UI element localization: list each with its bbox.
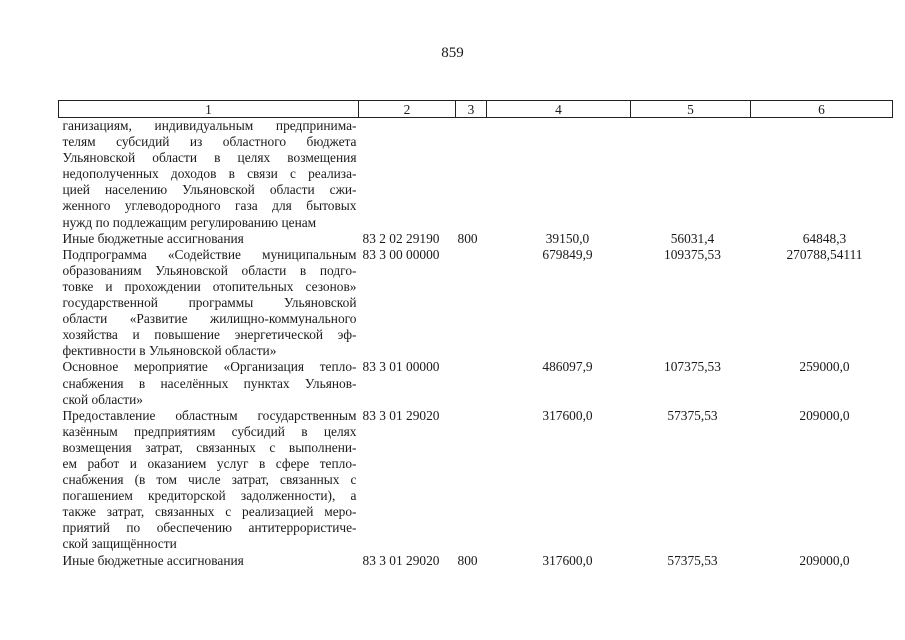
header-col-3: 3	[456, 101, 487, 118]
table-row	[59, 231, 893, 247]
table-row	[59, 359, 893, 407]
header-col-2: 2	[359, 101, 456, 118]
page-number: 859	[441, 45, 464, 61]
row-value-col-6: 64848,3	[802, 230, 847, 246]
row-name	[59, 553, 359, 569]
row-code: 83 3 01 29020	[362, 407, 440, 423]
row-name	[59, 408, 359, 553]
row-expense-type: 800	[457, 230, 478, 246]
row-name-line: недополученных доходов в связи с реализа-	[62, 166, 357, 182]
row-name-line: снабжения (в том числе затрат, связанных с	[62, 472, 357, 488]
row-name-line: приятий по обеспечению антитеррористиче-	[62, 520, 357, 536]
budget-table	[58, 100, 893, 569]
row-name-line: хозяйства и повышение энергетической эф-	[62, 327, 357, 343]
table-row	[59, 408, 893, 553]
row-name-line: ской защищённости	[62, 536, 177, 552]
row-code: 83 3 01 00000	[362, 359, 440, 375]
row-code: 83 3 01 29020	[362, 552, 440, 568]
row-name-line: образованиям Ульяновской области в подго-	[62, 262, 357, 278]
row-name-line: также затрат, связанных с реализацией меро-	[62, 504, 357, 520]
row-expense-type	[456, 359, 487, 407]
row-name-line: государственной программы Ульяновской	[62, 295, 357, 311]
row-name-line: области «Развитие жилищно-коммунального	[62, 311, 357, 327]
header-col-5: 5	[631, 101, 751, 118]
row-value-col-6: 259000,0	[799, 359, 850, 375]
row-name	[59, 359, 359, 407]
header-row	[59, 101, 893, 118]
row-name	[59, 231, 359, 247]
row-expense-type	[456, 247, 487, 360]
row-value-col-4: 486097,9	[542, 359, 593, 375]
row-value-col-4: 39150,0	[545, 230, 590, 246]
row-name-line: товке и прохождении отопительных сезонов»	[62, 278, 357, 294]
row-value-col-6: 209000,0	[799, 407, 850, 423]
row-name-line: снабжения в населённых пунктах Ульянов-	[62, 375, 357, 391]
row-name-line: цией населению Ульяновской области сжи-	[62, 182, 357, 198]
row-value-col-4	[487, 118, 631, 231]
row-value-col-5: 56031,4	[670, 230, 715, 246]
row-value-col-6	[751, 118, 893, 231]
row-value-col-5: 109375,53	[664, 246, 721, 262]
row-name-line: казённым предприятиям субсидий в целях	[62, 423, 357, 439]
row-value-col-6: 270788,54111	[786, 246, 863, 262]
row-expense-type	[456, 408, 487, 553]
table-row	[59, 118, 893, 231]
row-value-col-5: 57375,53	[667, 407, 718, 423]
row-name-line: Иные бюджетные ассигнования	[62, 552, 244, 568]
row-name-line: Ульяновской области в целях возмещения	[62, 150, 357, 166]
row-name-line: ем работ и оказанием услуг в сфере тепло-	[62, 455, 357, 471]
header-col-1: 1	[59, 101, 359, 118]
row-name-line: возмещения затрат, связанных с выполнени-	[62, 439, 357, 455]
table-body	[59, 118, 893, 569]
table-header	[59, 101, 893, 118]
table-row	[59, 247, 893, 360]
row-name-line: Основное мероприятие «Организация тепло-	[62, 359, 357, 375]
row-value-col-5	[631, 118, 751, 231]
row-code: 83 2 02 29190	[362, 230, 440, 246]
row-expense-type	[456, 118, 487, 231]
row-expense-type: 800	[457, 552, 478, 568]
row-code	[359, 118, 456, 231]
row-name-line: Подпрограмма «Содействие муниципальным	[62, 246, 357, 262]
row-value-col-4: 679849,9	[542, 246, 593, 262]
row-code: 83 3 00 00000	[362, 246, 440, 262]
row-value-col-4: 317600,0	[542, 407, 593, 423]
row-name-line: ганизациям, индивидуальным предпринима-	[62, 118, 357, 133]
row-value-col-5: 57375,53	[667, 552, 718, 568]
row-name-line: женного углеводородного газа для бытовых	[62, 198, 357, 214]
row-name-line: ской области»	[62, 391, 143, 407]
row-value-col-6: 209000,0	[799, 552, 850, 568]
row-name-line: нужд по подлежащим регулированию ценам	[62, 214, 317, 230]
row-name-line: Иные бюджетные ассигнования	[62, 230, 244, 246]
row-name-line: Предоставление областным государственным	[62, 407, 357, 423]
table-row	[59, 553, 893, 569]
row-name-line: телям субсидий из областного бюджета	[62, 134, 357, 150]
row-name	[59, 118, 359, 231]
row-value-col-4: 317600,0	[542, 552, 593, 568]
row-value-col-5: 107375,53	[664, 359, 721, 375]
row-name-line: фективности в Ульяновской области»	[62, 343, 277, 359]
header-col-4: 4	[487, 101, 631, 118]
row-name	[59, 247, 359, 360]
row-name-line: погашением кредиторской задолженности), а	[62, 488, 357, 504]
header-col-6: 6	[751, 101, 893, 118]
